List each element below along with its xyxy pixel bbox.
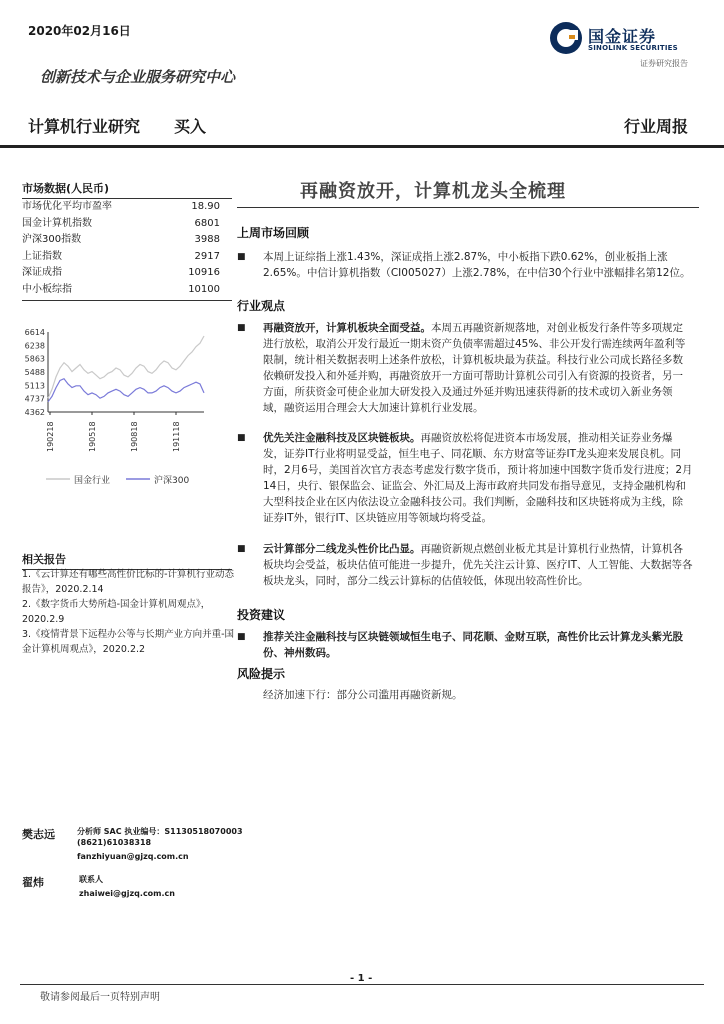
research-center-name: 创新技术与企业服务研究中心 (40, 68, 236, 86)
footer-divider (20, 984, 704, 985)
bullet-icon: ■ (237, 544, 246, 554)
view-3-heading: 云计算部分二线龙头性价比凸显。 (263, 543, 421, 555)
market-data-row (22, 249, 232, 266)
advice-text: 推荐关注金融科技与区块链领域恒生电子、同花顺、金财互联，高性价比云计算龙头紫光股份、神州数码。 (263, 631, 683, 659)
section-market-review: 上周市场回顾 (237, 226, 310, 240)
advice-block (237, 629, 693, 661)
authors-block (22, 826, 322, 899)
y-tick-label: 5488 (24, 368, 45, 377)
header-divider (0, 145, 724, 148)
author-details (77, 826, 243, 862)
author-title: 联系人 (79, 875, 103, 884)
row-value: 2917 (194, 250, 220, 262)
y-tick-label: 5113 (24, 381, 45, 391)
view-paragraph-3 (237, 541, 693, 589)
view-1-text: 本周五再融资新规落地，对创业板发行条件等多项规定进行放松，取消公开发行最近一期末资产负债率需超过45%、非公开发行需连续两年盈利等限制，统计相关数据表明上述条件放松，计算机板块最为获益。科技行业公司成长路径多数依赖研发投入和外延并购，再融资放开一方面可帮助计算机公司引入有资源的投资者，另一方面，所获资金可使企业加大研发投入及通过外延并购迅速获得新的技术或切入新业务领域，融资运用合理会大大加速计算机行业发展。 (263, 322, 686, 414)
rating: 买入 (174, 117, 207, 136)
section-risk: 风险提示 (237, 667, 286, 681)
row-value: 6801 (194, 217, 220, 229)
author-name: 翟炜 (22, 876, 44, 889)
report-category: 证券研究报告 (640, 59, 688, 68)
industry-title: 计算机行业研究 (28, 117, 141, 136)
market-data-row (22, 265, 232, 282)
row-value: 10100 (188, 283, 220, 295)
row-label: 市场优化平均市盈率 (22, 201, 112, 212)
footer-disclaimer: 敬请参阅最后一页特别声明 (40, 992, 160, 1003)
related-reports-title: 相关报告 (22, 551, 232, 570)
series-line-industry (48, 336, 204, 398)
market-data-row (22, 282, 232, 299)
y-tick-label: 6614 (24, 328, 45, 337)
related-report-item[interactable]: 1.《云计算还有哪些高性价比标的-计算机行业动态报告》，2020.2.14 (22, 569, 234, 595)
logo-name: 国金证券 (588, 27, 657, 46)
logo-subtitle: SINOLINK SECURITIES (588, 44, 678, 52)
market-data-title: 市场数据(人民币) (22, 180, 232, 199)
report-title: 再融资放开，计算机龙头全梳理 (300, 181, 566, 202)
row-label: 中小板综指 (22, 283, 72, 295)
author-title: 分析师 SAC 执业编号：S1130518070003 (77, 827, 243, 836)
report-type: 行业周报 (623, 117, 688, 136)
x-tick-label: 190518 (88, 421, 97, 452)
author-email[interactable]: zhaiwei@gjzq.com.cn (79, 889, 175, 898)
y-tick-label: 4737 (24, 394, 45, 404)
market-data-row (22, 216, 232, 233)
risk-text: 经济加速下行：部分公司滥用再融资新规。 (263, 689, 463, 701)
view-2-heading: 优先关注金融科技及区块链板块。 (263, 432, 421, 444)
market-data-panel (22, 180, 232, 301)
related-reports-list (22, 567, 234, 657)
view-3-text: 再融资新规点燃创业板尤其是计算机行业热情，计算机各板块均会受益，板块估值可能进一步提升，优先关注云计算、医疗IT、人工智能、大数据等各板块龙头，同时，部分二线云计算标的估值较低，体现出较高性价比。 (263, 543, 693, 587)
author-details (79, 874, 175, 899)
x-tick-label: 190818 (130, 421, 139, 452)
x-tick-label: 191118 (172, 421, 181, 452)
view-1-heading: 再融资放开，计算机板块全面受益。 (263, 322, 431, 334)
bullet-icon: ■ (237, 323, 246, 333)
section-industry-view: 行业观点 (237, 299, 286, 313)
page-number: - 1 - (350, 973, 373, 984)
author-email[interactable]: fanzhiyuan@gjzq.com.cn (77, 852, 189, 861)
y-tick-label: 4362 (24, 408, 45, 417)
row-label: 上证指数 (22, 250, 62, 262)
row-value: 3988 (194, 234, 220, 245)
market-review-block (237, 249, 693, 281)
logo-icon (548, 20, 584, 56)
bullet-icon: ■ (237, 433, 246, 443)
index-chart (22, 326, 232, 496)
author-entry (22, 826, 322, 862)
bullet-icon: ■ (237, 632, 246, 642)
market-data-table (22, 199, 232, 301)
y-tick-label: 5863 (24, 354, 45, 364)
market-data-row (22, 232, 232, 249)
view-2-text: 再融资放松将促进资本市场发展，推动相关证券业务爆发，证券IT行业将明显受益，恒生电子、同花顺、东方财富等证券IT龙头迎来发展良机。同时，2月6号，美国首次官方表态考虑发行数字货币，预计将加速中国数字货币发行进度；2月14日，央行、银保监会、证监会、外汇局及上海市政府共同发布指导意见，支持金融机构和大型科技企业在区内依法设立金融科技公司。我们判断，金融科技和区块链将成为主线，除证券IT外，银行IT、区块链应用等领域均将受益。 (263, 432, 693, 524)
related-report-item[interactable]: 2.《数字货币大势所趋-国金计算机周观点》，2020.2.9 (22, 599, 211, 625)
bullet-icon: ■ (237, 252, 246, 262)
y-tick-label: 6238 (24, 341, 45, 351)
row-label: 深证成指 (22, 267, 62, 278)
company-logo (548, 20, 688, 60)
author-phone: (8621)61038318 (77, 838, 152, 847)
title-divider (237, 207, 699, 208)
series-line-hs300 (48, 379, 204, 402)
row-label: 沪深300指数 (22, 234, 82, 245)
view-paragraph-2 (237, 430, 693, 526)
market-review-text: 本周上证综指上涨1.43%，深证成指上涨2.87%，中小板指下跌0.62%，创业板指上涨2.65%。中信计算机指数（CI005027）上涨2.78%，在中信30个行业中涨幅排名第12位。 (263, 251, 691, 279)
market-data-row (22, 199, 232, 216)
view-paragraph-1 (237, 320, 693, 416)
chart-svg (22, 326, 232, 496)
row-label: 国金计算机指数 (22, 217, 92, 229)
section-investment-advice: 投资建议 (237, 608, 286, 622)
author-name: 樊志远 (22, 828, 55, 841)
row-value: 18.90 (191, 201, 220, 212)
x-tick-label: 190218 (46, 421, 55, 452)
legend-label-hs300: 沪深300 (154, 476, 190, 486)
report-date: 2020年02月16日 (28, 24, 131, 38)
author-entry (22, 874, 322, 899)
legend-label-industry: 国金行业 (74, 476, 111, 486)
related-report-item[interactable]: 3.《疫情背景下远程办公等与长期产业方向并重-国金计算机周观点》，2020.2.2 (22, 629, 234, 655)
row-value: 10916 (188, 267, 220, 278)
